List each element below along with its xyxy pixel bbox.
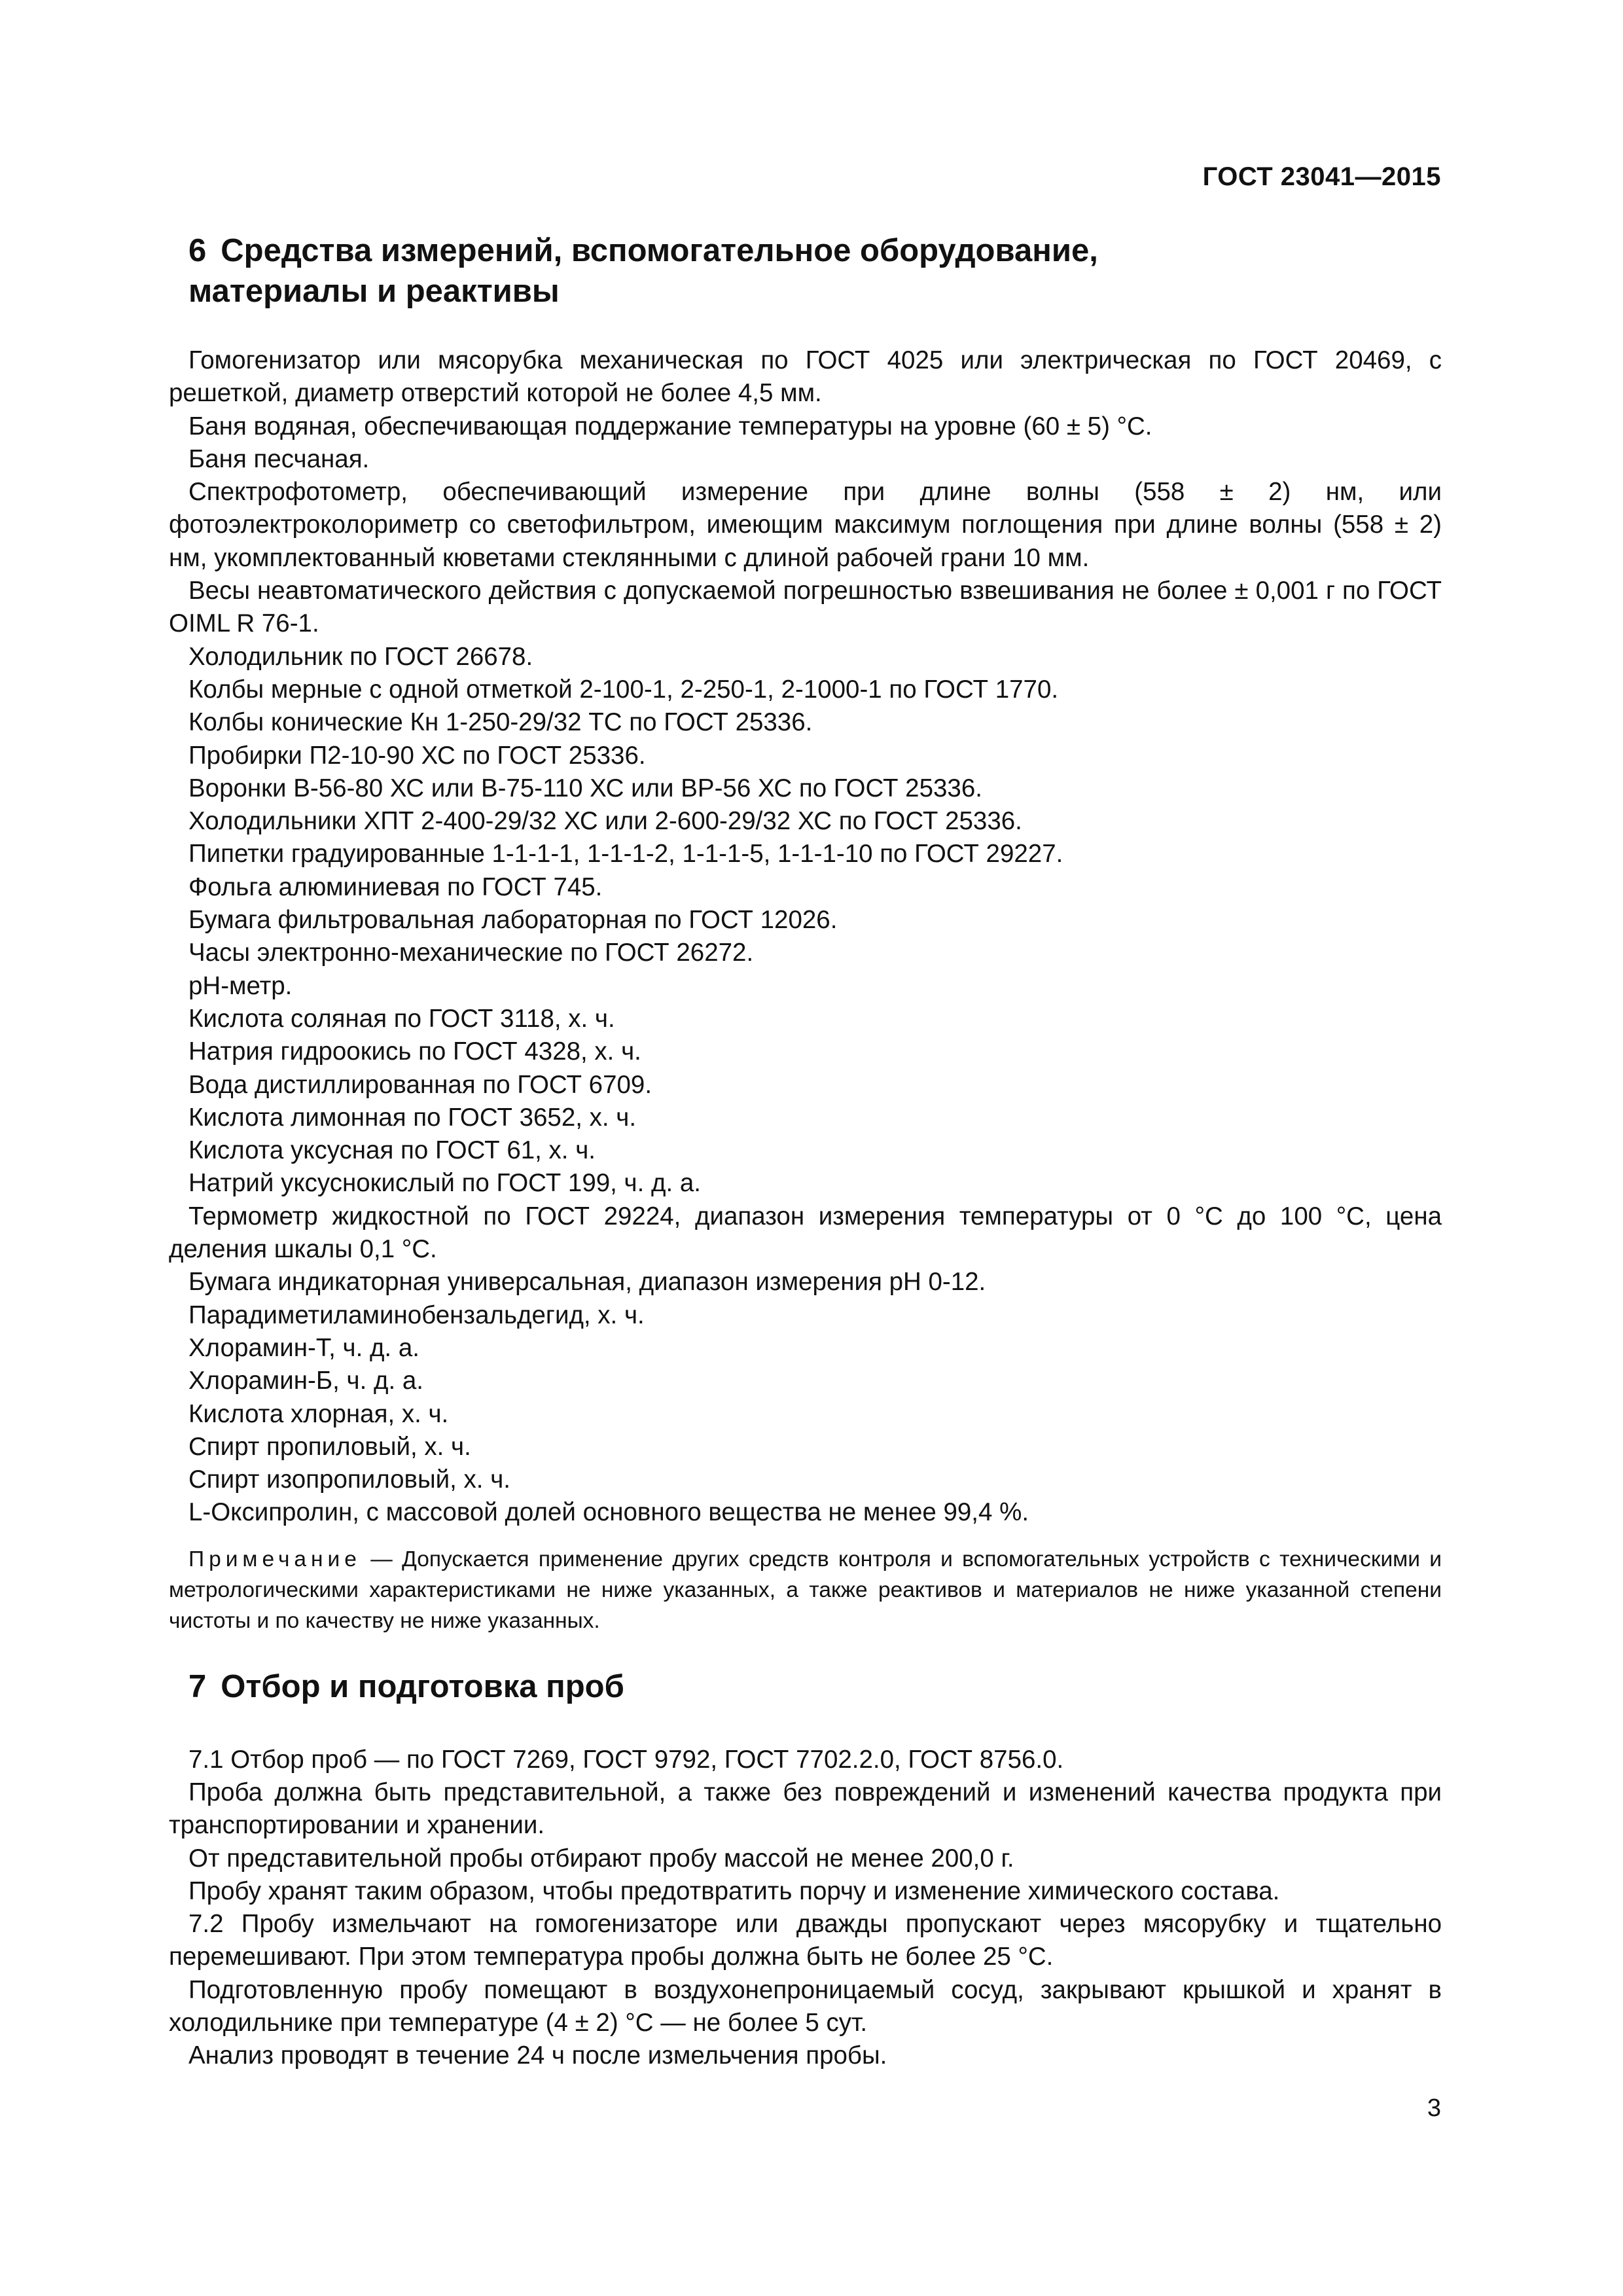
paragraph: Натрий уксуснокислый по ГОСТ 199, ч. д. а. — [188, 1169, 701, 1198]
paragraph: Хлорамин-Б, ч. д. а. — [188, 1367, 423, 1395]
paragraph: Проба должна быть представительной, а также без повреждений и изменений качества продукта при транспортировании и хранении. — [169, 1778, 1442, 1840]
page-number: 3 — [1427, 2094, 1441, 2122]
paragraph: Баня песчаная. — [188, 444, 370, 473]
section-6-title-line1: Средства измерений, вспомогательное оборудование, — [221, 233, 1098, 268]
paragraph: Спирт изопропиловый, х. ч. — [188, 1465, 510, 1494]
paragraph: Гомогенизатор или мясорубка механическая по ГОСТ 4025 или электрическая по ГОСТ 20469, с решеткой, диаметр отверстий которой не более 4,5 мм. — [169, 346, 1442, 408]
section-7-title: Отбор и подготовка проб — [221, 1668, 624, 1704]
paragraph: Кислота уксусная по ГОСТ 61, х. ч. — [188, 1136, 596, 1165]
paragraph: Натрия гидроокись по ГОСТ 4328, х. ч. — [188, 1037, 641, 1066]
document-code: ГОСТ 23041—2015 — [1202, 162, 1441, 191]
paragraph: Кислота соляная по ГОСТ 3118, х. ч. — [188, 1004, 615, 1033]
paragraph: Пробирки П2-10-90 ХС по ГОСТ 25336. — [188, 741, 646, 770]
paragraph: Колбы мерные с одной отметкой 2-100-1, 2-250-1, 2-1000-1 по ГОСТ 1770. — [188, 675, 1059, 704]
paragraph: 7.1 Отбор проб — по ГОСТ 7269, ГОСТ 9792, ГОСТ 7702.2.0, ГОСТ 8756.0. — [188, 1745, 1064, 1774]
note-label: Примечание — [188, 1547, 361, 1571]
paragraph: От представительной пробы отбирают пробу массой не менее 200,0 г. — [188, 1844, 1014, 1873]
section-6-number: 6 — [188, 233, 207, 268]
section-6-body — [169, 344, 1442, 1530]
paragraph: Воронки В-56-80 ХС или В-75-110 ХС или ВР-56 ХС по ГОСТ 25336. — [188, 774, 982, 802]
section-6-heading — [169, 230, 1442, 312]
section-7-number: 7 — [188, 1668, 207, 1704]
paragraph: Бумага индикаторная универсальная, диапазон измерения рН 0-12. — [188, 1268, 986, 1297]
paragraph: L-Оксипролин, с массовой долей основного вещества не менее 99,4 %. — [188, 1498, 1029, 1527]
paragraph: Вода дистиллированная по ГОСТ 6709. — [188, 1070, 652, 1099]
paragraph: Часы электронно-механические по ГОСТ 26272. — [188, 939, 754, 967]
paragraph: 7.2 Пробу измельчают на гомогенизаторе или дважды пропускают через мясорубку и тщательно перемешивают. При этом температура пробы должна быть не более 25 °С. — [169, 1910, 1442, 1971]
paragraph: Фольга алюминиевая по ГОСТ 745. — [188, 872, 603, 901]
paragraph: Бумага фильтровальная лабораторная по ГОСТ 12026. — [188, 906, 838, 935]
paragraph: Хлорамин-Т, ч. д. а. — [188, 1333, 419, 1362]
paragraph: Кислота хлорная, х. ч. — [188, 1399, 449, 1428]
paragraph: рН-метр. — [188, 971, 293, 1000]
paragraph: Пробу хранят таким образом, чтобы предотвратить порчу и изменение химического состава. — [188, 1876, 1280, 1905]
note-text: — Допускается применение других средств контроля и вспомогательных устройств с техническими и метрологическими характеристиками не ниже указанных, а также реактивов и материалов не ниже указанной степени чистоты и по качеству не ниже указанных. — [169, 1547, 1442, 1633]
paragraph: Колбы конические Кн 1-250-29/32 ТС по ГОСТ 25336. — [188, 708, 813, 737]
paragraph: Холодильник по ГОСТ 26678. — [188, 642, 533, 671]
paragraph: Баня водяная, обеспечивающая поддержание температуры на уровне (60 ± 5) °С. — [188, 412, 1152, 440]
note — [169, 1544, 1442, 1636]
paragraph: Спирт пропиловый, х. ч. — [188, 1432, 471, 1461]
paragraph: Термометр жидкостной по ГОСТ 29224, диапазон измерения температуры от 0 °С до 100 °С, цена деления шкалы 0,1 °С. — [169, 1202, 1442, 1264]
paragraph: Весы неавтоматического действия с допускаемой погрешностью взвешивания не более ± 0,001 г по ГОСТ OIML R 76-1. — [169, 577, 1442, 638]
paragraph: Анализ проводят в течение 24 ч после измельчения пробы. — [188, 2041, 887, 2070]
paragraph: Спектрофотометр, обеспечивающий измерение при длине волны (558 ± 2) нм, или фотоэлектроколориметр со светофильтром, имеющим максимум поглощения при длине волны (558 ± 2) нм, укомплектованный кюветами стеклянными с длиной рабочей грани 10 мм. — [169, 478, 1442, 572]
paragraph: Парадиметиламинобензальдегид, х. ч. — [188, 1300, 645, 1329]
paragraph: Пипетки градуированные 1-1-1-1, 1-1-1-2, 1-1-1-5, 1-1-1-10 по ГОСТ 29227. — [188, 840, 1063, 869]
section-7-heading — [169, 1666, 1442, 1707]
paragraph: Кислота лимонная по ГОСТ 3652, х. ч. — [188, 1103, 637, 1132]
paragraph: Подготовленную пробу помещают в воздухонепроницаемый сосуд, закрывают крышкой и хранят в холодильнике при температуре (4 ± 2) °С — не более 5 сут. — [169, 1975, 1442, 2037]
section-7-body — [169, 1744, 1442, 2073]
page-content — [169, 230, 1442, 2073]
section-6-title-line2: материалы и реактивы — [188, 274, 560, 309]
paragraph: Холодильники ХПТ 2-400-29/32 ХС или 2-600-29/32 ХС по ГОСТ 25336. — [188, 807, 1022, 836]
